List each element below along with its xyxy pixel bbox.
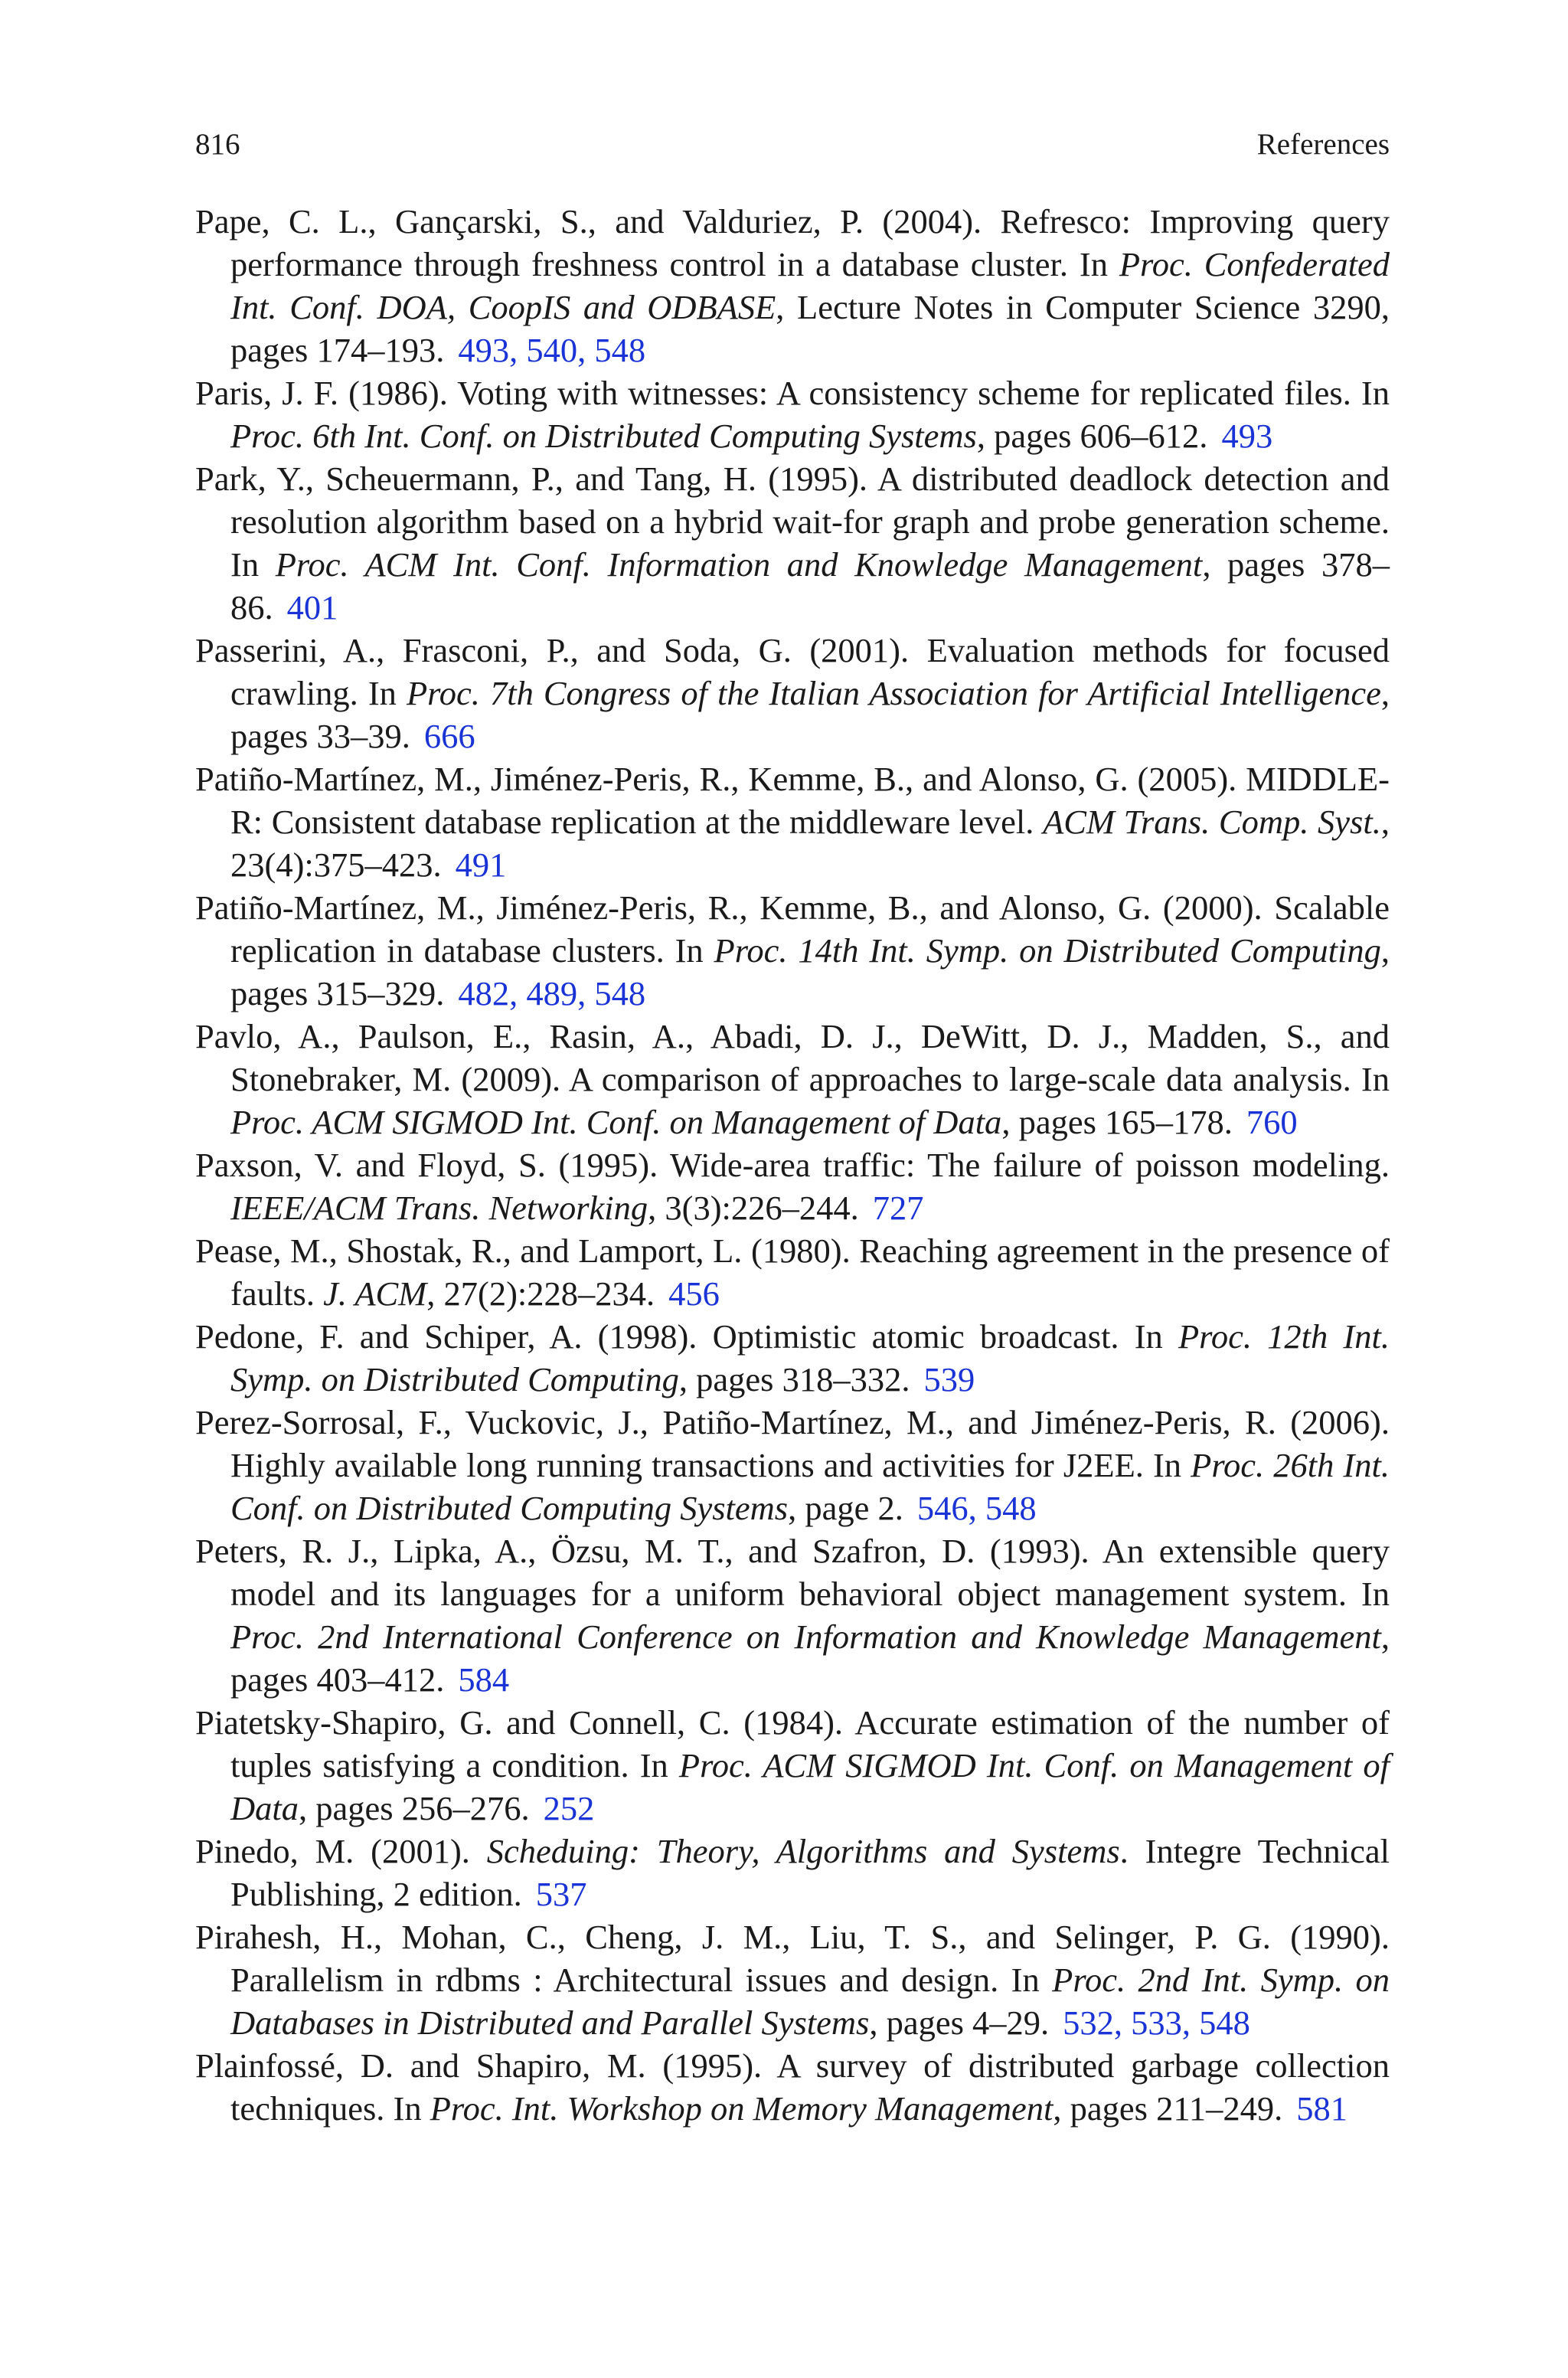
page-backref-link[interactable]: 584 bbox=[458, 1660, 510, 1699]
reference-entry bbox=[195, 457, 1390, 629]
reference-entry bbox=[195, 886, 1390, 1015]
reference-text: , pages 256–276. bbox=[299, 1789, 530, 1827]
reference-entry bbox=[195, 1701, 1390, 1830]
page-backref-link[interactable]: 537 bbox=[535, 1875, 587, 1913]
reference-text: Piatetsky-Shapiro, G. and Connell, C. (1984). Accurate estimation of the number of tuples satisfying a condition. In bbox=[195, 1703, 1390, 1784]
reference-entry bbox=[195, 1915, 1390, 2044]
page-backref-link[interactable]: 760 bbox=[1246, 1103, 1298, 1141]
page-backref-link[interactable]: 491 bbox=[455, 846, 507, 884]
reference-venue: Proc. 2nd Int. Symp. on Databases in Distributed and Parallel Systems bbox=[230, 1961, 1390, 2042]
reference-text: Pedone, F. and Schiper, A. (1998). Optimistic atomic broadcast. In bbox=[195, 1317, 1178, 1356]
reference-text: , pages 403–412. bbox=[230, 1617, 1390, 1699]
reference-venue: Proc. 2nd International Conference on Information and Knowledge Management bbox=[230, 1617, 1381, 1656]
reference-text: Pinedo, M. (2001). bbox=[195, 1832, 487, 1870]
reference-entry bbox=[195, 757, 1390, 886]
reference-venue: Proc. 26th Int. Conf. on Distributed Computing Systems bbox=[230, 1446, 1390, 1527]
page-backref-link[interactable]: 727 bbox=[872, 1189, 924, 1227]
page-backref-link[interactable]: 666 bbox=[423, 717, 475, 755]
page-backref-link[interactable]: 493 bbox=[1221, 417, 1273, 455]
reference-text: Paris, J. F. (1986). Voting with witnesses: A consistency scheme for replicated files. In bbox=[195, 374, 1390, 412]
reference-text: Plainfossé, D. and Shapiro, M. (1995). A survey of distributed garbage collection techniques. In bbox=[195, 2046, 1390, 2128]
reference-entry bbox=[195, 1143, 1390, 1229]
reference-text: , pages 165–178. bbox=[1001, 1103, 1233, 1141]
reference-venue: Proc. 12th Int. Symp. on Distributed Computing bbox=[230, 1317, 1390, 1398]
reference-venue: IEEE/ACM Trans. Networking bbox=[230, 1189, 648, 1227]
reference-text: , 23(4):375–423. bbox=[230, 803, 1390, 884]
reference-text: , Lecture Notes in Computer Science 3290, pages 174–193. bbox=[230, 288, 1390, 369]
reference-text: Pease, M., Shostak, R., and Lamport, L. (1980). Reaching agreement in the presence of faults. bbox=[195, 1232, 1390, 1313]
reference-text: , pages 378–86. bbox=[230, 545, 1390, 626]
reference-venue: J. ACM bbox=[323, 1274, 427, 1313]
running-head bbox=[195, 126, 1390, 164]
reference-text: Park, Y., Scheuermann, P., and Tang, H. (1995). A distributed deadlock detection and resolution algorithm based on a hybrid wait-for graph and probe generation scheme. In bbox=[195, 460, 1390, 584]
page-backref-link[interactable]: 401 bbox=[286, 588, 338, 626]
reference-text: , 3(3):226–244. bbox=[648, 1189, 859, 1227]
reference-list bbox=[195, 200, 1390, 2130]
reference-text: Pavlo, A., Paulson, E., Rasin, A., Abadi, D. J., DeWitt, D. J., Madden, S., and Stonebraker, M. (2009). A comparison of approaches to large-scale data analysis. In bbox=[195, 1017, 1390, 1098]
running-title: References bbox=[1256, 128, 1390, 161]
reference-text: , 27(2):228–234. bbox=[426, 1274, 655, 1313]
reference-venue: Proc. Confederated Int. Conf. DOA, CoopIS and ODBASE bbox=[230, 245, 1390, 326]
reference-entry bbox=[195, 1015, 1390, 1143]
page-backref-link[interactable]: 482, 489, 548 bbox=[458, 974, 646, 1012]
reference-text: , page 2. bbox=[788, 1489, 903, 1527]
reference-text: Paxson, V. and Floyd, S. (1995). Wide-area traffic: The failure of poisson modeling. bbox=[195, 1146, 1390, 1184]
reference-text: Perez-Sorrosal, F., Vuckovic, J., Patiño-Martínez, M., and Jiménez-Peris, R. (2006). Highly available long running transactions and activities for J2EE. In bbox=[195, 1403, 1390, 1484]
reference-text: , pages 4–29. bbox=[869, 2003, 1050, 2042]
page-backref-link[interactable]: 493, 540, 548 bbox=[458, 331, 646, 369]
reference-entry bbox=[195, 1529, 1390, 1701]
reference-text: Passerini, A., Frasconi, P., and Soda, G. (2001). Evaluation methods for focused crawling. In bbox=[195, 631, 1390, 712]
reference-text: Patiño-Martínez, M., Jiménez-Peris, R., Kemme, B., and Alonso, G. (2000). Scalable replication in database clusters. In bbox=[195, 888, 1390, 970]
reference-text: , pages 606–612. bbox=[976, 417, 1208, 455]
page-backref-link[interactable]: 581 bbox=[1296, 2089, 1348, 2128]
page-backref-link[interactable]: 539 bbox=[923, 1360, 975, 1398]
reference-venue: Scheduing: Theory, Algorithms and Systems bbox=[486, 1832, 1120, 1870]
reference-venue: ACM Trans. Comp. Syst. bbox=[1043, 803, 1381, 841]
reference-venue: Proc. 6th Int. Conf. on Distributed Computing Systems bbox=[230, 417, 977, 455]
page-backref-link[interactable]: 252 bbox=[543, 1789, 595, 1827]
reference-entry bbox=[195, 2044, 1390, 2130]
reference-text: , pages 211–249. bbox=[1053, 2089, 1283, 2128]
reference-entry bbox=[195, 371, 1390, 457]
reference-venue: Proc. 14th Int. Symp. on Distributed Computing bbox=[714, 931, 1381, 970]
reference-entry bbox=[195, 200, 1390, 371]
page-backref-link[interactable]: 546, 548 bbox=[916, 1489, 1037, 1527]
reference-text: , pages 318–332. bbox=[678, 1360, 910, 1398]
reference-entry bbox=[195, 1315, 1390, 1401]
reference-venue: Proc. ACM SIGMOD Int. Conf. on Management of Data bbox=[230, 1103, 1002, 1141]
page-number: 816 bbox=[195, 128, 240, 161]
reference-entry bbox=[195, 1229, 1390, 1315]
reference-text: . Integre Technical Publishing, 2 edition. bbox=[230, 1832, 1390, 1913]
reference-text: , pages 33–39. bbox=[230, 674, 1390, 755]
reference-text: Pirahesh, H., Mohan, C., Cheng, J. M., Liu, T. S., and Selinger, P. G. (1990). Parallelism in rdbms : Architectural issues and design. In bbox=[195, 1918, 1390, 1999]
reference-text: , pages 315–329. bbox=[230, 931, 1390, 1012]
reference-venue: Proc. ACM Int. Conf. Information and Knowledge Management bbox=[275, 545, 1203, 584]
page-backref-link[interactable]: 532, 533, 548 bbox=[1063, 2003, 1250, 2042]
reference-entry bbox=[195, 1401, 1390, 1529]
reference-venue: Proc. ACM SIGMOD Int. Conf. on Management of Data bbox=[230, 1746, 1390, 1827]
reference-entry bbox=[195, 1830, 1390, 1915]
reference-venue: Proc. Int. Workshop on Memory Management bbox=[430, 2089, 1054, 2128]
reference-entry bbox=[195, 629, 1390, 757]
page-backref-link[interactable]: 456 bbox=[668, 1274, 720, 1313]
reference-text: Patiño-Martínez, M., Jiménez-Peris, R., Kemme, B., and Alonso, G. (2005). MIDDLE-R: Consistent database replication at the middleware level. bbox=[195, 760, 1390, 841]
reference-text: Peters, R. J., Lipka, A., Özsu, M. T., and Szafron, D. (1993). An extensible query model and its languages for a uniform behavioral object management system. In bbox=[195, 1532, 1390, 1613]
reference-text: Pape, C. L., Gançarski, S., and Valduriez, P. (2004). Refresco: Improving query performance through freshness control in a database cluster. In bbox=[195, 202, 1390, 283]
reference-venue: Proc. 7th Congress of the Italian Association for Artificial Intelligence bbox=[406, 674, 1381, 712]
